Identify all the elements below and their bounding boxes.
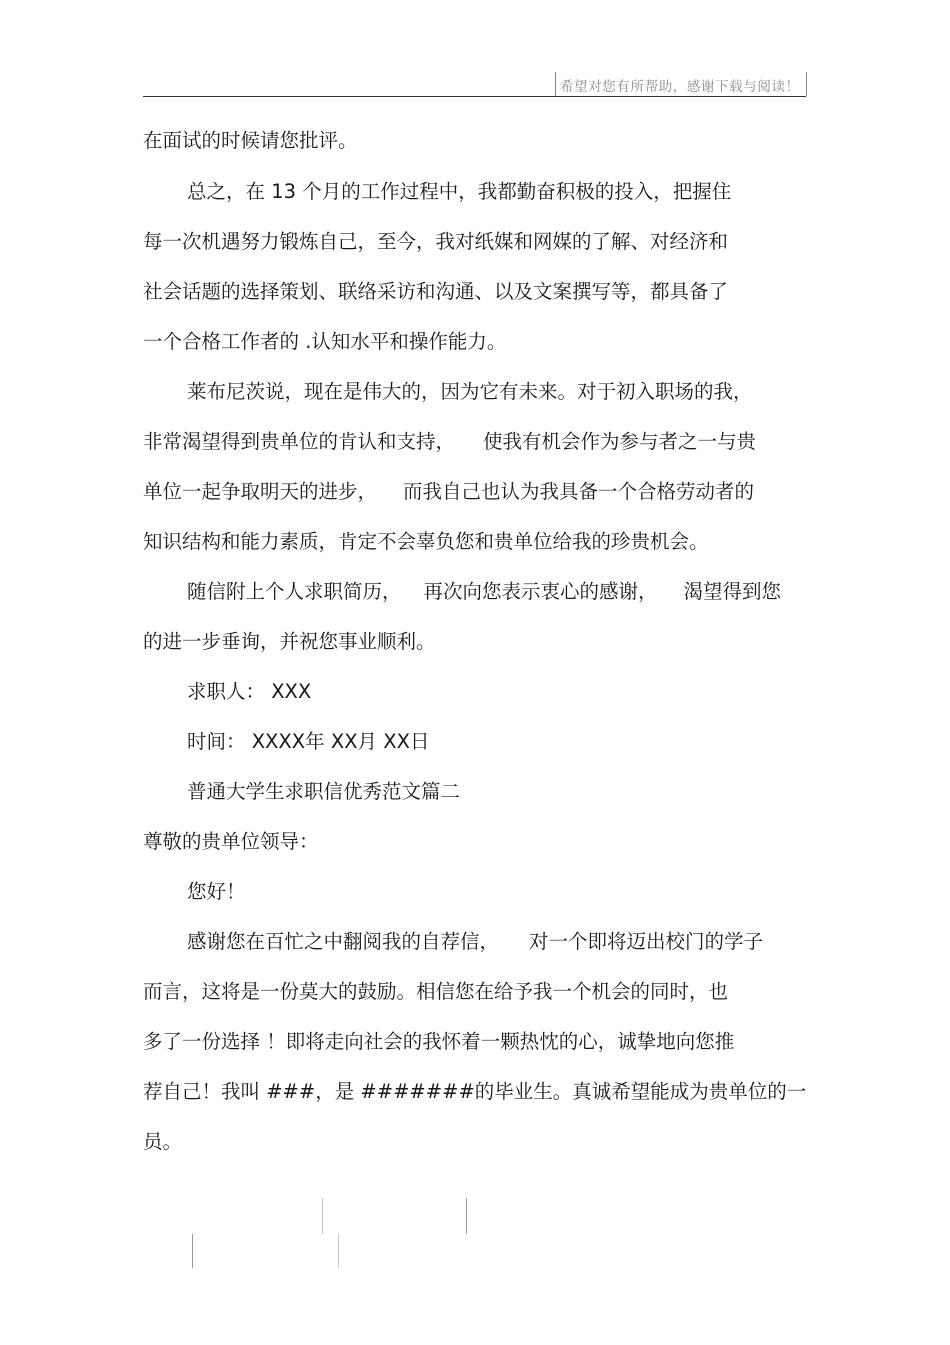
salutation: 尊敬的贵单位领导： xyxy=(143,830,319,853)
header-note: 希望对您有所帮助，感谢下载与阅读！ xyxy=(560,79,800,95)
body-line: 每一次机遇努力锻炼自己，至今，我对纸媒和网媒的了解、对经济和 xyxy=(143,230,729,253)
faint-mark xyxy=(338,1234,339,1268)
body-line: 一个合格工作者的 .认知水平和操作能力。 xyxy=(143,330,507,353)
body-line: 总之，在 13 个月的工作过程中，我都勤奋积极的投入，把握住 xyxy=(187,180,732,203)
faint-mark xyxy=(466,1198,467,1234)
body-segment: 使我有机会作为参与者之一与贵 xyxy=(483,430,757,453)
body-line: 社会话题的选择策划、联络采访和沟通、以及文案撰写等，都具备了 xyxy=(143,280,729,303)
body-segment: 渴望得到您 xyxy=(683,580,782,603)
body-line: 多了一份选择 ！即将走向社会的我怀着一颗热忱的心，诚挚地向您推 xyxy=(143,1030,735,1053)
faint-mark xyxy=(322,1198,323,1234)
body-segment: 非常渴望得到贵单位的肯认和支持， xyxy=(143,430,456,453)
body-line: 荐自己！我叫 ###，是 #######的毕业生。真诚希望能成为贵单位的一 xyxy=(143,1080,807,1103)
faint-mark xyxy=(192,1234,193,1268)
body-segment: 单位一起争取明天的进步， xyxy=(143,480,378,503)
body-line xyxy=(187,580,781,604)
applicant-line: 求职人： XXX xyxy=(187,680,312,703)
body-line xyxy=(187,930,763,954)
body-segment: 随信附上个人求职简历， xyxy=(187,580,402,603)
body-line: 莱布尼茨说，现在是伟大的，因为它有未来。对于初入职场的我， xyxy=(187,380,753,403)
body-line xyxy=(143,480,754,504)
body-segment: 感谢您在百忙之中翻阅我的自荐信， xyxy=(187,930,500,953)
date-line: 时间： XXXX年 XX月 XX日 xyxy=(187,730,430,753)
body-segment: 再次向您表示衷心的感谢， xyxy=(423,580,658,603)
body-segment: 而我自己也认为我具备一个合格劳动者的 xyxy=(403,480,755,503)
section-title: 普通大学生求职信优秀范文篇二 xyxy=(187,780,461,803)
header-rule xyxy=(143,96,806,97)
body-segment: 对一个即将迈出校门的学子 xyxy=(529,930,764,953)
body-line: 的进一步垂询，并祝您事业顺利。 xyxy=(143,630,436,653)
body-line: 知识结构和能力素质，肯定不会辜负您和贵单位给我的珍贵机会。 xyxy=(143,530,709,553)
body-line: 在面试的时候请您批评。 xyxy=(143,129,358,152)
body-line: 而言，这将是一份莫大的鼓励。相信您在给予我一个机会的同时，也 xyxy=(143,980,729,1003)
greeting: 您好！ xyxy=(187,880,246,903)
body-line xyxy=(143,430,756,454)
body-line: 员。 xyxy=(143,1130,183,1153)
